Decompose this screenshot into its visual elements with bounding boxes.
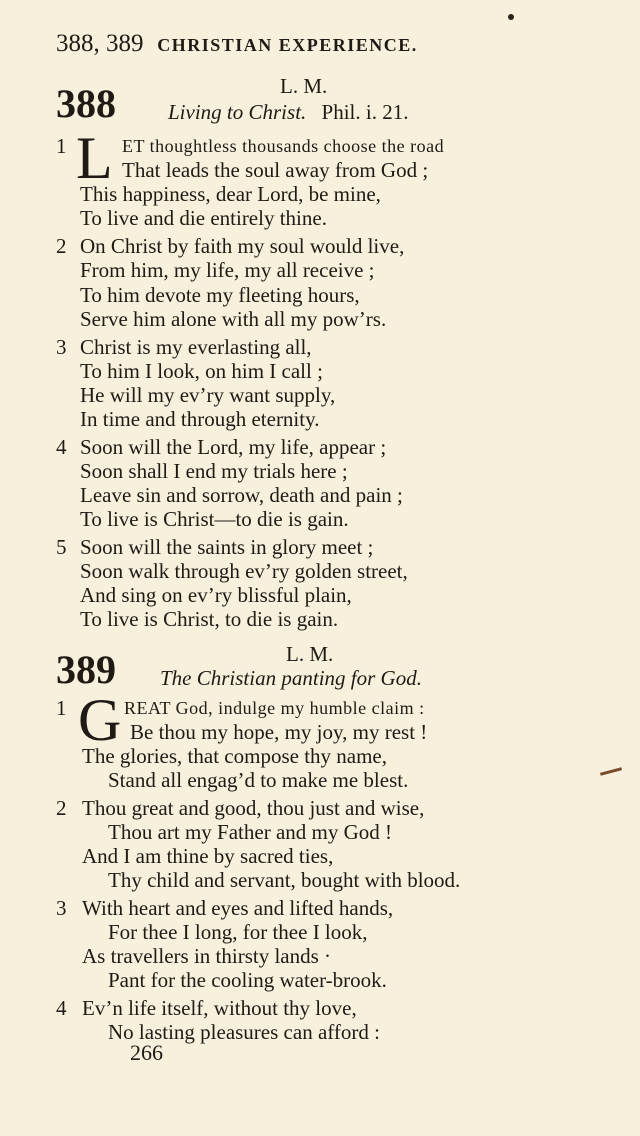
verse-number: 3: [56, 335, 67, 359]
verse-line: Leave sin and sorrow, death and pain ;: [80, 483, 403, 507]
verse-line: REAT God, indulge my humble claim :: [124, 698, 425, 718]
verse-line: Christ is my everlasting all,: [80, 335, 312, 359]
running-head-title: CHRISTIAN EXPERIENCE.: [157, 35, 418, 55]
drop-cap: G: [78, 687, 122, 753]
verse-number: 4: [56, 435, 67, 459]
page-number: 266: [130, 1040, 163, 1065]
drop-cap: L: [76, 125, 113, 191]
verse-number: 1: [56, 696, 67, 720]
hymn-number-388: 388: [56, 81, 116, 126]
verse-line: With heart and eyes and lifted hands,: [82, 896, 394, 920]
verse-line: And I am thine by sacred ties,: [82, 844, 334, 868]
verse-line: To him I look, on him I call ;: [80, 359, 323, 383]
verse-line: Pant for the cooling water-brook.: [108, 968, 387, 992]
verse-number: 5: [56, 535, 67, 559]
running-head-page-nums: 388, 389: [56, 30, 144, 57]
verse-line: Soon shall I end my trials here ;: [80, 459, 348, 483]
verse-line: To live is Christ, to die is gain.: [80, 607, 339, 631]
verse-line: Ev’n life itself, without thy love,: [82, 996, 357, 1020]
verse-line: Be thou my hope, my joy, my rest !: [130, 720, 428, 744]
verse-line: ET thoughtless thousands choose the road: [122, 136, 445, 156]
verse-line: To live is Christ—to die is gain.: [80, 507, 349, 531]
verse-line: To live and die entirely thine.: [80, 206, 327, 230]
hymn-388-subtitle: [168, 100, 408, 125]
verse-line: No lasting pleasures can afford :: [108, 1020, 380, 1044]
verse-line: To him devote my fleeting hours,: [80, 283, 360, 307]
hymn-388-reference: Phil. i. 21.: [321, 100, 409, 124]
verse-line: Soon will the Lord, my life, appear ;: [80, 435, 387, 459]
verse-line: On Christ by faith my soul would live,: [80, 234, 405, 258]
verse-line: The glories, that compose thy name,: [82, 744, 388, 768]
verse-line: In time and through eternity.: [80, 407, 320, 431]
hymn-389-subtitle: [160, 666, 432, 691]
verse-line: He will my ev’ry want supply,: [80, 383, 336, 407]
running-head: [56, 30, 418, 58]
verse-number: 4: [56, 996, 67, 1020]
verse-line: For thee I long, for thee I look,: [108, 920, 368, 944]
verse-line: Thou art my Father and my God !: [108, 820, 393, 844]
verse-line: As travellers in thirsty lands ·: [82, 944, 332, 968]
ink-mark: [600, 767, 622, 776]
verse-line: Soon walk through ev’ry golden street,: [80, 559, 408, 583]
ink-dot: [508, 14, 514, 20]
verse-number: 3: [56, 896, 67, 920]
hymn-389-meter: L. M.: [286, 642, 334, 666]
verse-line: Thou great and good, thou just and wise,: [82, 796, 425, 820]
verse-line: That leads the soul away from God ;: [122, 158, 429, 182]
hymn-388-subtitle-text: Living to Christ.: [168, 100, 307, 124]
verse-line: Serve him alone with all my pow’rs.: [80, 307, 387, 331]
verse-line: And sing on ev’ry blissful plain,: [80, 583, 352, 607]
hymn-389-subtitle-text: The Christian panting for God.: [160, 666, 422, 690]
verse-line: Stand all engag’d to make me blest.: [108, 768, 409, 792]
verse-number: 2: [56, 796, 67, 820]
verse-line: From him, my life, my all receive ;: [80, 258, 375, 282]
verse-number: 1: [56, 134, 67, 158]
verse-line: Soon will the saints in glory meet ;: [80, 535, 374, 559]
verse-line: This happiness, dear Lord, be mine,: [80, 182, 381, 206]
hymn-number-389: 389: [56, 647, 116, 692]
hymn-388-meter: L. M.: [280, 74, 328, 98]
verse-line: Thy child and servant, bought with blood.: [108, 868, 461, 892]
verse-number: 2: [56, 234, 67, 258]
